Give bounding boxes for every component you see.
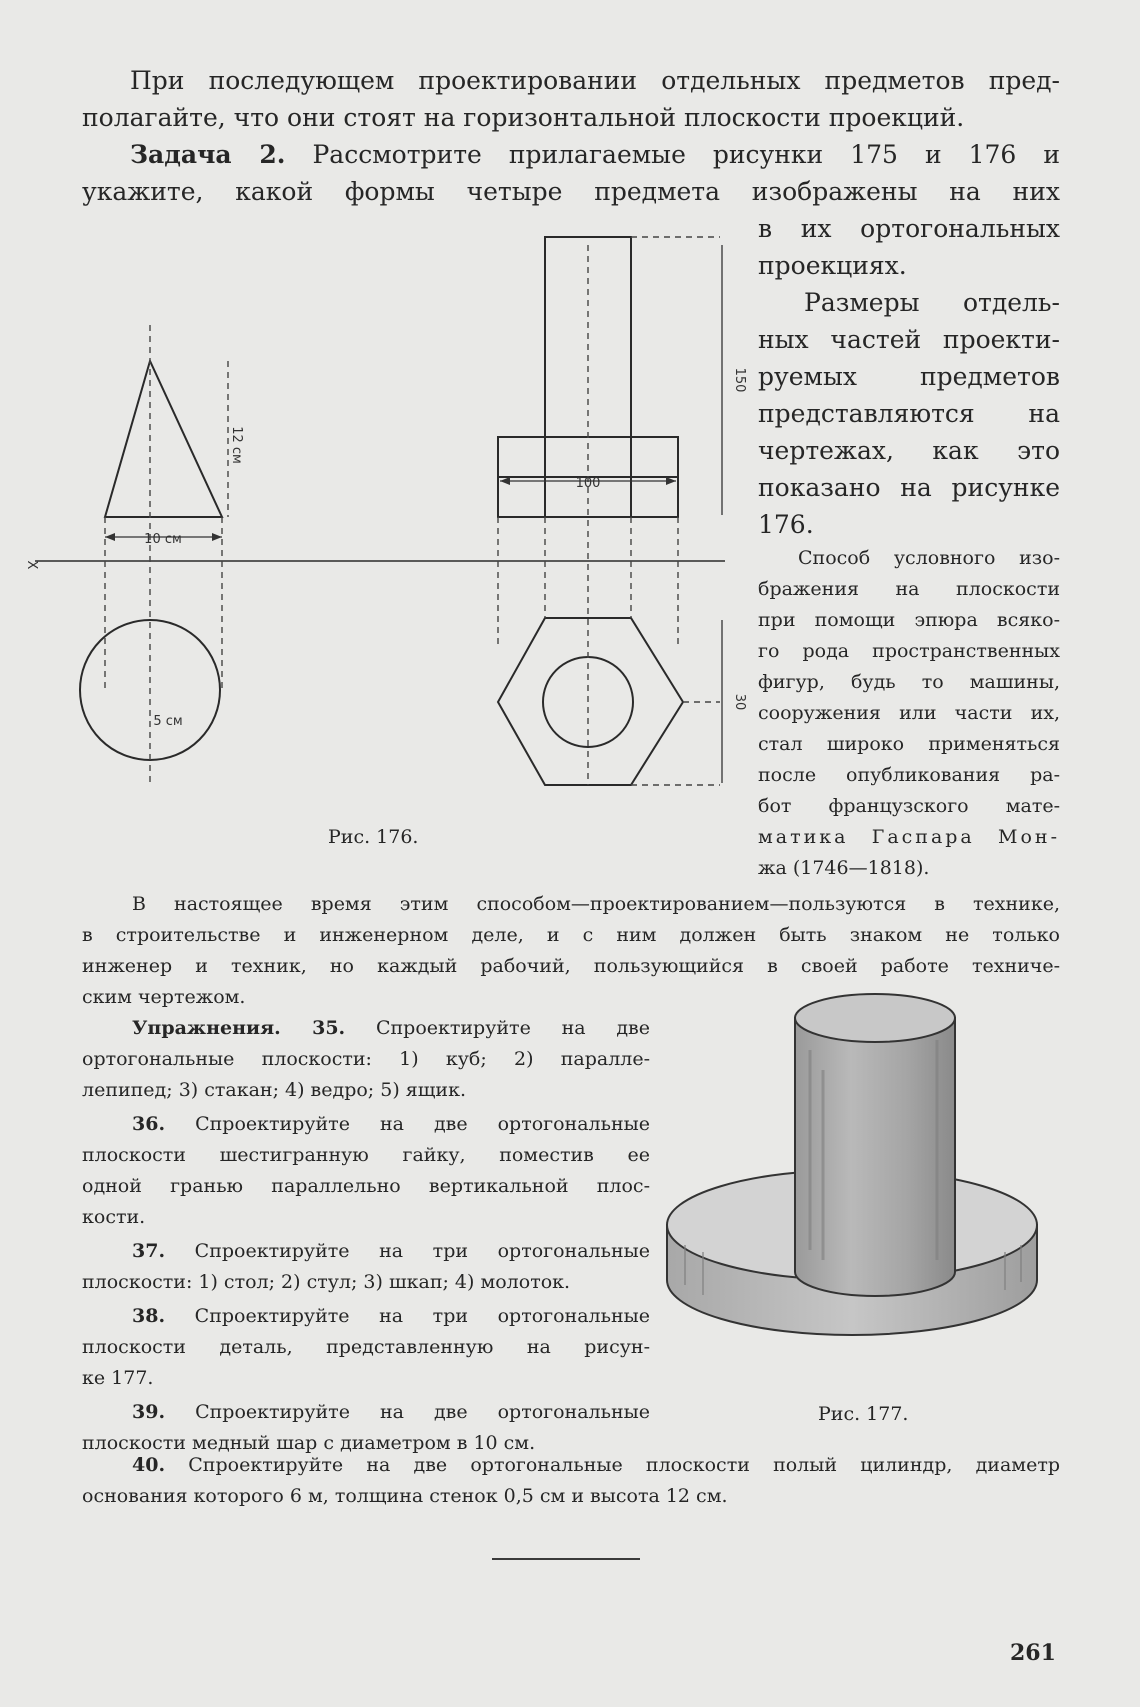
exercise-35 xyxy=(82,1013,650,1106)
exercise-line: плоскости медный шар с диаметром в 10 см. xyxy=(82,1432,536,1454)
exercise-37 xyxy=(82,1236,650,1298)
task2-line-1 xyxy=(82,136,1060,173)
monge-line: после опубликования ра- xyxy=(758,764,1060,786)
exercise-line: основания которого 6 м, толщина стенок 0,5 см и высота 12 см. xyxy=(82,1485,728,1507)
sizes-line: руемых предметов xyxy=(758,362,1060,391)
monge-line: при помощи эпюра всяко- xyxy=(758,609,1060,631)
exercise-line: кости. xyxy=(82,1206,146,1228)
monge-line: жа (1746—1818). xyxy=(758,857,930,879)
exercise-number: 37. xyxy=(132,1240,166,1262)
technique-line: В настоящее время этим способом—проектированием—пользуются в технике, xyxy=(132,893,1060,915)
exercise-line: одной гранью параллельно вертикальной плос- xyxy=(82,1175,650,1197)
exercise-line: плоскости: 1) стол; 2) стул; 3) шкап; 4) молоток. xyxy=(82,1271,571,1293)
exercise-line xyxy=(82,1109,650,1140)
task2-line-1-text: Рассмотрите прилагаемые рисунки 175 и 176 и xyxy=(312,140,1060,169)
exercise-text: Спроектируйте на две ортогональные xyxy=(195,1401,650,1423)
page-number: 261 xyxy=(1010,1640,1056,1666)
task2-label: Задача 2. xyxy=(130,140,286,169)
monge-paragraph xyxy=(758,543,1060,884)
cylinder-body xyxy=(795,1018,955,1296)
sizes-line: 176. xyxy=(758,510,814,539)
exercise-line xyxy=(82,1236,650,1267)
monge-line: бот французского мате- xyxy=(758,795,1060,817)
fig176-caption: Рис. 176. xyxy=(328,826,419,848)
exercise-text: Спроектируйте на две ортогональные плоскости полый цилиндр, диаметр xyxy=(188,1454,1060,1476)
exercise-number: 40. xyxy=(132,1454,166,1476)
exercise-number: 36. xyxy=(132,1113,166,1135)
task2-line-2: укажите, какой формы четыре предмета изображены на них xyxy=(82,177,1060,206)
exercise-38 xyxy=(82,1301,650,1394)
dim-tall: 150 xyxy=(732,367,747,393)
technique-line: в строительстве и инженерном деле, и с ним должен быть знаком не только xyxy=(82,924,1060,946)
monge-line: матика Гаспара Мон- xyxy=(758,826,1060,848)
exercise-line: ке 177. xyxy=(82,1367,154,1389)
exercise-line xyxy=(82,1013,650,1044)
exercises-list xyxy=(82,1013,650,1459)
monge-line: Способ условного изо- xyxy=(798,547,1060,569)
monge-line: го рода пространственных xyxy=(758,640,1060,662)
dim-hex: 30 xyxy=(732,693,747,711)
nut-top-view xyxy=(498,618,683,785)
section-divider xyxy=(492,1558,640,1560)
exercise-36 xyxy=(82,1109,650,1233)
monge-line: фигур, будь то машины, xyxy=(758,671,1060,693)
axis-label: X xyxy=(24,560,39,570)
sizes-line: показано на рисунке xyxy=(758,473,1060,502)
sizes-line: чертежах, как это xyxy=(758,436,1060,465)
exercise-number: Упражнения. 35. xyxy=(132,1017,346,1039)
intro-paragraph xyxy=(82,62,1060,136)
cone-front-view xyxy=(105,361,222,517)
task2-paragraph xyxy=(82,136,1060,210)
exercise-line: ортогональные плоскости: 1) куб; 2) паралле- xyxy=(82,1048,650,1070)
task2-side-line-2: проекциях. xyxy=(758,251,907,280)
dim-cone-height: 12 см xyxy=(229,426,244,464)
sizes-line: Размеры отдель- xyxy=(804,288,1060,317)
exercise-text: Спроектируйте на три ортогональные xyxy=(194,1240,650,1262)
intro-line-1: При последующем проектировании отдельных предметов пред- xyxy=(130,66,1060,95)
dim-base-radius: 5 см xyxy=(153,714,183,729)
monge-line: стал широко применяться xyxy=(758,733,1060,755)
dim-length: 100 xyxy=(575,476,601,491)
figure-177 xyxy=(655,990,1060,1395)
task2-side-text xyxy=(758,210,1060,284)
exercise-number: 38. xyxy=(132,1305,166,1327)
monge-line: бражения на плоскости xyxy=(758,578,1060,600)
exercise-40 xyxy=(82,1450,1060,1512)
exercise-line: лепипед; 3) стакан; 4) ведро; 5) ящик. xyxy=(82,1079,467,1101)
exercise-text: Спроектируйте на три ортогональные xyxy=(194,1305,650,1327)
technique-line: инженер и техник, но каждый рабочий, пользующийся в своей работе техниче- xyxy=(82,955,1060,977)
sizes-line: представляются на xyxy=(758,399,1060,428)
figure-176 xyxy=(0,225,755,845)
monge-line: сооружения или части их, xyxy=(758,702,1060,724)
exercise-line xyxy=(82,1301,650,1332)
exercise-line: плоскости шестигранную гайку, поместив ее xyxy=(82,1144,650,1166)
exercise-line: плоскости деталь, представленную на рисун- xyxy=(82,1336,650,1358)
exercise-number: 39. xyxy=(132,1401,166,1423)
cylinder-top xyxy=(795,994,955,1042)
sizes-paragraph xyxy=(758,284,1060,543)
exercise-text: Спроектируйте на две ортогональные xyxy=(195,1113,650,1135)
exercise-line xyxy=(82,1397,650,1428)
fig177-caption: Рис. 177. xyxy=(818,1403,909,1425)
dim-cone-width: 10 см xyxy=(144,532,182,547)
exercise-line xyxy=(82,1450,1060,1481)
sizes-line: ных частей проекти- xyxy=(758,325,1060,354)
task2-side-line-1: в их ортогональных xyxy=(758,214,1060,243)
technique-line: ским чертежом. xyxy=(82,986,246,1008)
intro-line-2: полагайте, что они стоят на горизонтальной плоскости проекций. xyxy=(82,103,965,132)
exercise-text: Спроектируйте на две xyxy=(375,1017,650,1039)
